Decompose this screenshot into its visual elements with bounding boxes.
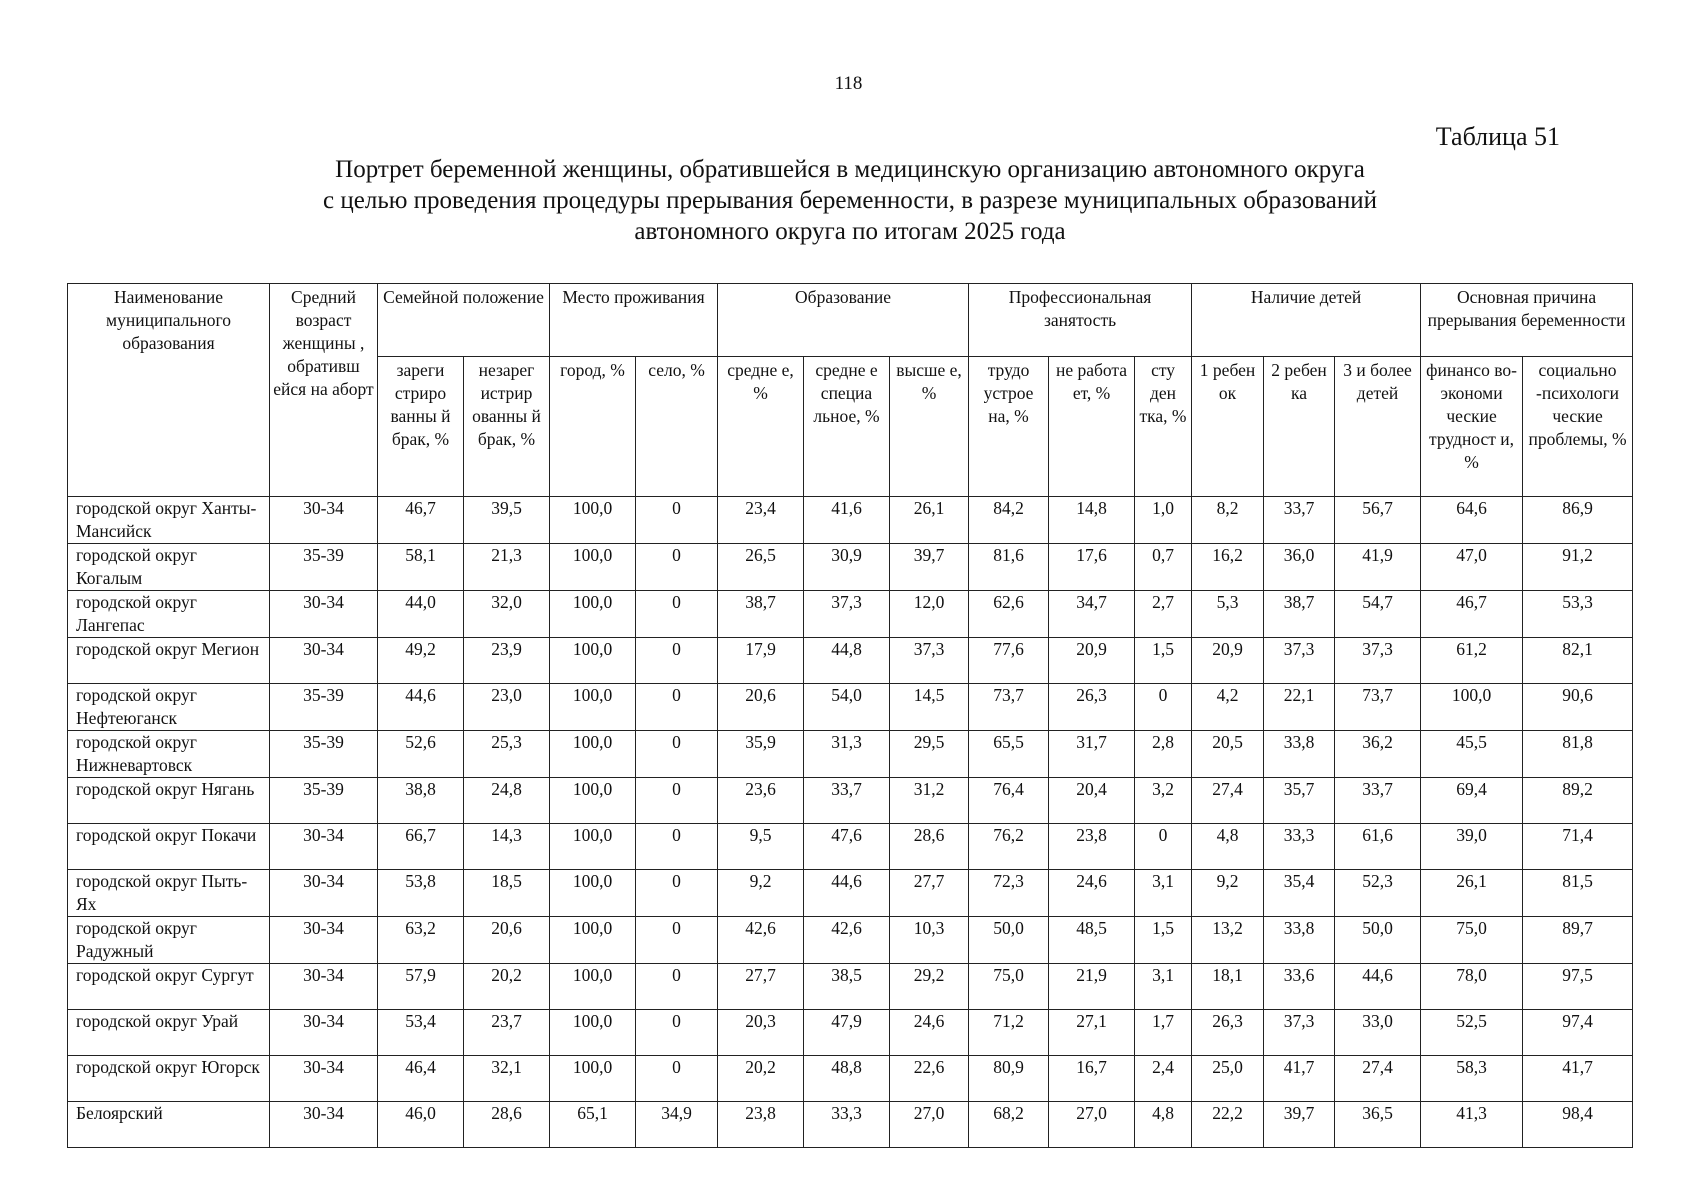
value-cell: 53,8: [378, 870, 464, 917]
value-cell: 1,5: [1135, 917, 1192, 964]
value-cell: 89,2: [1523, 778, 1633, 824]
value-cell: 76,2: [969, 824, 1049, 870]
table-row: [68, 778, 1633, 824]
value-cell: 35-39: [270, 778, 378, 824]
value-cell: 58,3: [1421, 1056, 1523, 1102]
value-cell: 27,0: [890, 1102, 969, 1148]
value-cell: 0: [636, 497, 718, 544]
value-cell: 29,5: [890, 731, 969, 778]
value-cell: 73,7: [969, 684, 1049, 731]
value-cell: 27,1: [1049, 1010, 1135, 1056]
municipality-name-cell: Белоярский: [68, 1102, 270, 1148]
value-cell: 72,3: [969, 870, 1049, 917]
value-cell: 35-39: [270, 684, 378, 731]
value-cell: 22,6: [890, 1056, 969, 1102]
value-cell: 56,7: [1335, 497, 1421, 544]
table-row: [68, 1102, 1633, 1148]
value-cell: 38,7: [1264, 591, 1335, 638]
value-cell: 16,7: [1049, 1056, 1135, 1102]
subheader-cell: 3 и более детей: [1335, 357, 1421, 497]
value-cell: 29,2: [890, 964, 969, 1010]
value-cell: 81,5: [1523, 870, 1633, 917]
value-cell: 14,8: [1049, 497, 1135, 544]
value-cell: 5,3: [1192, 591, 1264, 638]
municipality-name-cell: городской округ Ханты-Мансийск: [68, 497, 270, 544]
header-employment: Профессиональная занятость: [969, 284, 1192, 357]
value-cell: 39,7: [890, 544, 969, 591]
value-cell: 33,7: [804, 778, 890, 824]
value-cell: 27,7: [718, 964, 804, 1010]
value-cell: 100,0: [550, 964, 636, 1010]
value-cell: 20,6: [718, 684, 804, 731]
value-cell: 44,0: [378, 591, 464, 638]
value-cell: 66,7: [378, 824, 464, 870]
value-cell: 30-34: [270, 870, 378, 917]
value-cell: 0: [636, 917, 718, 964]
table-row: [68, 1056, 1633, 1102]
value-cell: 20,3: [718, 1010, 804, 1056]
value-cell: 41,9: [1335, 544, 1421, 591]
value-cell: 81,6: [969, 544, 1049, 591]
value-cell: 32,1: [464, 1056, 550, 1102]
municipality-name-cell: городской округ Нефтеюганск: [68, 684, 270, 731]
value-cell: 71,2: [969, 1010, 1049, 1056]
subheader-cell: финансо во-экономи ческие трудност и, %: [1421, 357, 1523, 497]
subheader-cell: высше е, %: [890, 357, 969, 497]
value-cell: 9,2: [1192, 870, 1264, 917]
value-cell: 0: [1135, 684, 1192, 731]
table-row: [68, 824, 1633, 870]
value-cell: 38,8: [378, 778, 464, 824]
value-cell: 35-39: [270, 731, 378, 778]
value-cell: 31,3: [804, 731, 890, 778]
value-cell: 44,8: [804, 638, 890, 684]
value-cell: 17,9: [718, 638, 804, 684]
value-cell: 20,9: [1049, 638, 1135, 684]
value-cell: 100,0: [550, 778, 636, 824]
value-cell: 100,0: [550, 591, 636, 638]
value-cell: 37,3: [1264, 638, 1335, 684]
value-cell: 84,2: [969, 497, 1049, 544]
subheader-cell: трудо устрое на, %: [969, 357, 1049, 497]
value-cell: 48,8: [804, 1056, 890, 1102]
value-cell: 81,8: [1523, 731, 1633, 778]
value-cell: 1,5: [1135, 638, 1192, 684]
value-cell: 46,7: [378, 497, 464, 544]
value-cell: 41,6: [804, 497, 890, 544]
municipality-name-cell: городской округ Когалым: [68, 544, 270, 591]
value-cell: 4,2: [1192, 684, 1264, 731]
value-cell: 61,2: [1421, 638, 1523, 684]
value-cell: 1,7: [1135, 1010, 1192, 1056]
value-cell: 100,0: [550, 1056, 636, 1102]
subheader-cell: средне е, %: [718, 357, 804, 497]
value-cell: 27,4: [1335, 1056, 1421, 1102]
value-cell: 0: [636, 638, 718, 684]
value-cell: 48,5: [1049, 917, 1135, 964]
value-cell: 26,3: [1049, 684, 1135, 731]
value-cell: 31,7: [1049, 731, 1135, 778]
header-reason: Основная причина прерывания беременности: [1421, 284, 1633, 357]
value-cell: 86,9: [1523, 497, 1633, 544]
value-cell: 0: [636, 870, 718, 917]
value-cell: 42,6: [804, 917, 890, 964]
value-cell: 18,5: [464, 870, 550, 917]
value-cell: 13,2: [1192, 917, 1264, 964]
value-cell: 42,6: [718, 917, 804, 964]
value-cell: 37,3: [1264, 1010, 1335, 1056]
value-cell: 33,0: [1335, 1010, 1421, 1056]
value-cell: 76,4: [969, 778, 1049, 824]
value-cell: 30-34: [270, 964, 378, 1010]
value-cell: 38,5: [804, 964, 890, 1010]
value-cell: 68,2: [969, 1102, 1049, 1148]
value-cell: 27,7: [890, 870, 969, 917]
value-cell: 35,4: [1264, 870, 1335, 917]
value-cell: 50,0: [969, 917, 1049, 964]
table-row: [68, 497, 1633, 544]
header-name: Наименование муниципального образования: [68, 284, 270, 497]
value-cell: 24,8: [464, 778, 550, 824]
value-cell: 21,9: [1049, 964, 1135, 1010]
value-cell: 9,2: [718, 870, 804, 917]
value-cell: 44,6: [804, 870, 890, 917]
value-cell: 18,1: [1192, 964, 1264, 1010]
value-cell: 14,3: [464, 824, 550, 870]
value-cell: 0: [636, 591, 718, 638]
value-cell: 35-39: [270, 544, 378, 591]
value-cell: 33,8: [1264, 731, 1335, 778]
table-row: [68, 1010, 1633, 1056]
value-cell: 26,1: [890, 497, 969, 544]
value-cell: 39,0: [1421, 824, 1523, 870]
value-cell: 23,9: [464, 638, 550, 684]
value-cell: 20,5: [1192, 731, 1264, 778]
value-cell: 100,0: [550, 684, 636, 731]
municipality-name-cell: городской округ Мегион: [68, 638, 270, 684]
statistics-table: [67, 283, 1633, 1148]
value-cell: 58,1: [378, 544, 464, 591]
value-cell: 23,8: [1049, 824, 1135, 870]
municipality-name-cell: городской округ Нягань: [68, 778, 270, 824]
value-cell: 73,7: [1335, 684, 1421, 731]
value-cell: 37,3: [890, 638, 969, 684]
value-cell: 12,0: [890, 591, 969, 638]
municipality-name-cell: городской округ Нижневартовск: [68, 731, 270, 778]
value-cell: 33,8: [1264, 917, 1335, 964]
table-row: [68, 591, 1633, 638]
value-cell: 30-34: [270, 591, 378, 638]
value-cell: 33,3: [804, 1102, 890, 1148]
value-cell: 20,2: [718, 1056, 804, 1102]
value-cell: 52,6: [378, 731, 464, 778]
value-cell: 100,0: [550, 731, 636, 778]
value-cell: 53,4: [378, 1010, 464, 1056]
value-cell: 26,1: [1421, 870, 1523, 917]
value-cell: 100,0: [550, 497, 636, 544]
municipality-name-cell: городской округ Сургут: [68, 964, 270, 1010]
value-cell: 10,3: [890, 917, 969, 964]
value-cell: 31,2: [890, 778, 969, 824]
value-cell: 26,3: [1192, 1010, 1264, 1056]
value-cell: 97,5: [1523, 964, 1633, 1010]
value-cell: 30-34: [270, 1010, 378, 1056]
value-cell: 36,0: [1264, 544, 1335, 591]
value-cell: 100,0: [550, 638, 636, 684]
value-cell: 64,6: [1421, 497, 1523, 544]
value-cell: 91,2: [1523, 544, 1633, 591]
value-cell: 47,0: [1421, 544, 1523, 591]
value-cell: 0: [636, 684, 718, 731]
title-line: с целью проведения процедуры прерывания беременности, в разрезе муниципальных образований: [323, 187, 1377, 214]
value-cell: 23,6: [718, 778, 804, 824]
value-cell: 39,5: [464, 497, 550, 544]
value-cell: 33,6: [1264, 964, 1335, 1010]
value-cell: 23,0: [464, 684, 550, 731]
value-cell: 52,3: [1335, 870, 1421, 917]
header-age: Средний возраст женщины , обративш ейся на аборт: [270, 284, 378, 497]
value-cell: 75,0: [1421, 917, 1523, 964]
table-row: [68, 870, 1633, 917]
value-cell: 35,9: [718, 731, 804, 778]
value-cell: 30-34: [270, 638, 378, 684]
subheader-cell: 1 ребен ок: [1192, 357, 1264, 497]
value-cell: 32,0: [464, 591, 550, 638]
value-cell: 30-34: [270, 917, 378, 964]
subheader-cell: село, %: [636, 357, 718, 497]
subheader-cell: город, %: [550, 357, 636, 497]
value-cell: 36,2: [1335, 731, 1421, 778]
value-cell: 97,4: [1523, 1010, 1633, 1056]
header-education: Образование: [718, 284, 969, 357]
value-cell: 8,2: [1192, 497, 1264, 544]
value-cell: 28,6: [464, 1102, 550, 1148]
value-cell: 90,6: [1523, 684, 1633, 731]
value-cell: 33,3: [1264, 824, 1335, 870]
value-cell: 4,8: [1135, 1102, 1192, 1148]
value-cell: 80,9: [969, 1056, 1049, 1102]
title-line: автономного округа по итогам 2025 года: [634, 218, 1066, 245]
value-cell: 52,5: [1421, 1010, 1523, 1056]
table-row: [68, 638, 1633, 684]
value-cell: 100,0: [550, 917, 636, 964]
value-cell: 4,8: [1192, 824, 1264, 870]
value-cell: 37,3: [1335, 638, 1421, 684]
table-row: [68, 544, 1633, 591]
table-body: [68, 497, 1633, 1148]
value-cell: 44,6: [1335, 964, 1421, 1010]
value-cell: 25,0: [1192, 1056, 1264, 1102]
value-cell: 23,8: [718, 1102, 804, 1148]
value-cell: 33,7: [1264, 497, 1335, 544]
subheader-cell: незарег истрир ованны й брак, %: [464, 357, 550, 497]
value-cell: 100,0: [550, 544, 636, 591]
table-title: [150, 154, 1550, 247]
value-cell: 20,9: [1192, 638, 1264, 684]
subheader-cell: сту ден тка, %: [1135, 357, 1192, 497]
value-cell: 23,4: [718, 497, 804, 544]
value-cell: 25,3: [464, 731, 550, 778]
value-cell: 0: [636, 778, 718, 824]
value-cell: 38,7: [718, 591, 804, 638]
value-cell: 22,1: [1264, 684, 1335, 731]
value-cell: 54,0: [804, 684, 890, 731]
value-cell: 35,7: [1264, 778, 1335, 824]
value-cell: 20,2: [464, 964, 550, 1010]
table-row: [68, 964, 1633, 1010]
value-cell: 9,5: [718, 824, 804, 870]
header-children: Наличие детей: [1192, 284, 1421, 357]
municipality-name-cell: городской округ Радужный: [68, 917, 270, 964]
value-cell: 17,6: [1049, 544, 1135, 591]
value-cell: 78,0: [1421, 964, 1523, 1010]
value-cell: 30,9: [804, 544, 890, 591]
value-cell: 63,2: [378, 917, 464, 964]
value-cell: 21,3: [464, 544, 550, 591]
value-cell: 20,6: [464, 917, 550, 964]
value-cell: 3,1: [1135, 964, 1192, 1010]
subheader-cell: 2 ребен ка: [1264, 357, 1335, 497]
subheader-cell: зареги стриро ванны й брак, %: [378, 357, 464, 497]
value-cell: 0: [636, 731, 718, 778]
value-cell: 30-34: [270, 1102, 378, 1148]
value-cell: 77,6: [969, 638, 1049, 684]
value-cell: 41,3: [1421, 1102, 1523, 1148]
value-cell: 49,2: [378, 638, 464, 684]
value-cell: 82,1: [1523, 638, 1633, 684]
value-cell: 50,0: [1335, 917, 1421, 964]
value-cell: 44,6: [378, 684, 464, 731]
value-cell: 26,5: [718, 544, 804, 591]
value-cell: 0,7: [1135, 544, 1192, 591]
value-cell: 45,5: [1421, 731, 1523, 778]
value-cell: 2,7: [1135, 591, 1192, 638]
value-cell: 62,6: [969, 591, 1049, 638]
value-cell: 75,0: [969, 964, 1049, 1010]
value-cell: 57,9: [378, 964, 464, 1010]
value-cell: 0: [636, 544, 718, 591]
table-row: [68, 684, 1633, 731]
value-cell: 34,9: [636, 1102, 718, 1148]
value-cell: 100,0: [1421, 684, 1523, 731]
value-cell: 20,4: [1049, 778, 1135, 824]
value-cell: 54,7: [1335, 591, 1421, 638]
municipality-name-cell: городской округ Покачи: [68, 824, 270, 870]
value-cell: 41,7: [1523, 1056, 1633, 1102]
value-cell: 89,7: [1523, 917, 1633, 964]
value-cell: 28,6: [890, 824, 969, 870]
value-cell: 27,4: [1192, 778, 1264, 824]
value-cell: 100,0: [550, 1010, 636, 1056]
value-cell: 100,0: [550, 824, 636, 870]
value-cell: 30-34: [270, 1056, 378, 1102]
value-cell: 24,6: [1049, 870, 1135, 917]
value-cell: 24,6: [890, 1010, 969, 1056]
value-cell: 22,2: [1192, 1102, 1264, 1148]
value-cell: 69,4: [1421, 778, 1523, 824]
municipality-name-cell: городской округ Пыть-Ях: [68, 870, 270, 917]
table-label: Таблица 51: [1435, 122, 1560, 151]
value-cell: 39,7: [1264, 1102, 1335, 1148]
value-cell: 47,6: [804, 824, 890, 870]
value-cell: 16,2: [1192, 544, 1264, 591]
value-cell: 0: [636, 964, 718, 1010]
value-cell: 36,5: [1335, 1102, 1421, 1148]
value-cell: 0: [636, 1010, 718, 1056]
value-cell: 30-34: [270, 824, 378, 870]
municipality-name-cell: городской округ Урай: [68, 1010, 270, 1056]
title-line: Портрет беременной женщины, обратившейся в медицинскую организацию автономного округа: [335, 156, 1365, 183]
value-cell: 34,7: [1049, 591, 1135, 638]
subheader-cell: средне е специа льное, %: [804, 357, 890, 497]
value-cell: 33,7: [1335, 778, 1421, 824]
value-cell: 30-34: [270, 497, 378, 544]
value-cell: 0: [636, 1056, 718, 1102]
value-cell: 0: [1135, 824, 1192, 870]
value-cell: 37,3: [804, 591, 890, 638]
value-cell: 47,9: [804, 1010, 890, 1056]
value-cell: 2,8: [1135, 731, 1192, 778]
value-cell: 46,0: [378, 1102, 464, 1148]
page-number: 118: [834, 73, 863, 94]
value-cell: 46,4: [378, 1056, 464, 1102]
value-cell: 0: [636, 824, 718, 870]
header-family: Семейной положение: [378, 284, 550, 357]
header-residence: Место проживания: [550, 284, 718, 357]
value-cell: 98,4: [1523, 1102, 1633, 1148]
value-cell: 61,6: [1335, 824, 1421, 870]
table-row: [68, 731, 1633, 778]
value-cell: 3,2: [1135, 778, 1192, 824]
municipality-name-cell: городской округ Югорск: [68, 1056, 270, 1102]
value-cell: 14,5: [890, 684, 969, 731]
value-cell: 53,3: [1523, 591, 1633, 638]
value-cell: 27,0: [1049, 1102, 1135, 1148]
municipality-name-cell: городской округ Лангепас: [68, 591, 270, 638]
value-cell: 23,7: [464, 1010, 550, 1056]
subheader-cell: не работа ет, %: [1049, 357, 1135, 497]
value-cell: 71,4: [1523, 824, 1633, 870]
value-cell: 2,4: [1135, 1056, 1192, 1102]
value-cell: 65,5: [969, 731, 1049, 778]
value-cell: 100,0: [550, 870, 636, 917]
value-cell: 41,7: [1264, 1056, 1335, 1102]
subheader-cell: социально -психологи ческие проблемы, %: [1523, 357, 1633, 497]
table-row: [68, 917, 1633, 964]
value-cell: 3,1: [1135, 870, 1192, 917]
value-cell: 46,7: [1421, 591, 1523, 638]
value-cell: 1,0: [1135, 497, 1192, 544]
value-cell: 65,1: [550, 1102, 636, 1148]
